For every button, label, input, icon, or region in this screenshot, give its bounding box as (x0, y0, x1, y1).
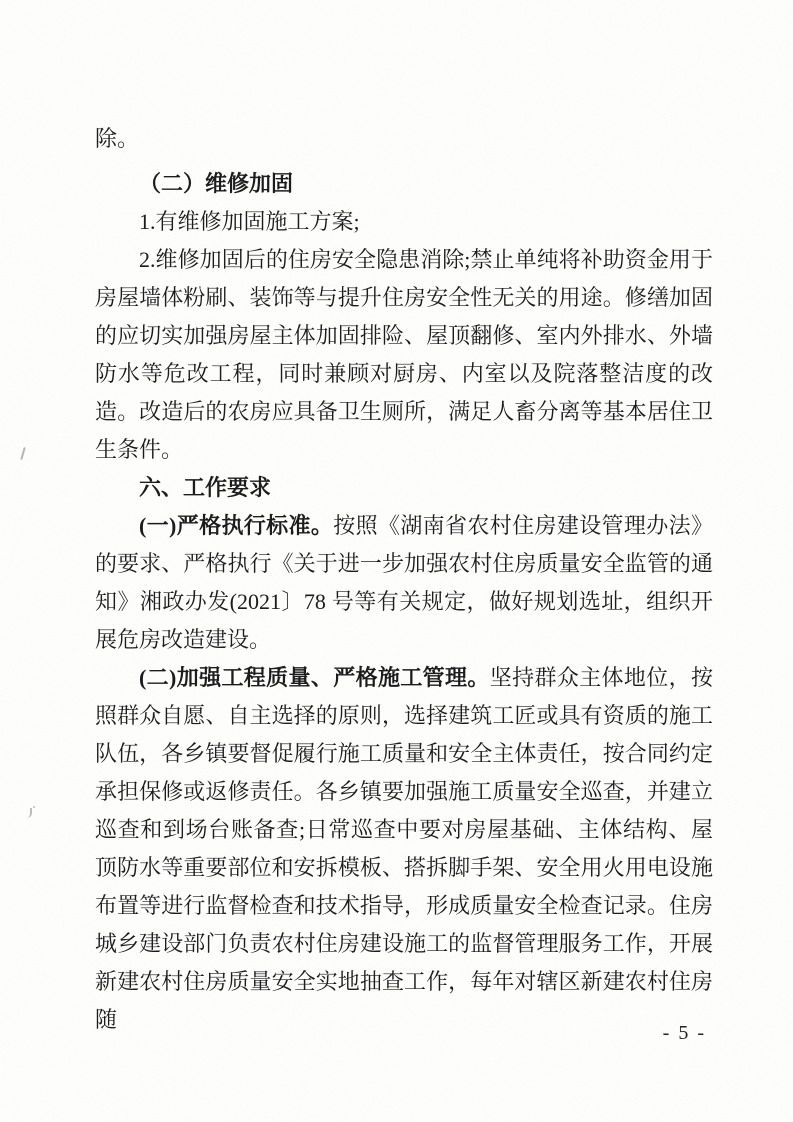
page-number: - 5 - (662, 1022, 706, 1044)
scan-speck (33, 806, 35, 808)
section-heading-work-requirements: 六、工作要求 (139, 475, 272, 500)
scan-speck (20, 447, 26, 460)
list-item-2: 2.维修加固后的住房安全隐患消除;禁止单纯将补助资金用于房屋墙体粉刷、装饰等与提升住房安全性无关的用途。修缮加固的应切实加强房屋主体加固排险、屋顶翻修、室内外排水、外墙防水等危改工程，同时兼顾对厨房、内室以及院落整洁度的改造。改造后的农房应具备卫生厕所，满足人畜分离等基本居住卫生条件。 (95, 247, 713, 462)
requirement-2-lead: (二)加强工程质量、严格施工管理。 (139, 665, 490, 690)
document-body (95, 120, 713, 1039)
requirement-1-body: 按照《湖南省农村住房建设管理办法》的要求、严格执行《关于进一步加强农村住房质量安全监管的通知》湘政办发(2021〕78 号等有关规定，做好规划选址，组织开展危房改造建设。 (95, 513, 713, 652)
paragraph-requirement-1 (95, 507, 713, 659)
requirement-1-lead: (一)严格执行标准。 (139, 513, 334, 538)
paragraph-requirement-2 (95, 659, 713, 1039)
scan-speck (27, 808, 32, 818)
paragraph-continuation: 除。 (95, 126, 140, 151)
section-heading-maintenance: （二）维修加固 (139, 171, 294, 196)
requirement-2-body: 坚持群众主体地位，按照群众自愿、自主选择的原则，选择建筑工匠或具有资质的施工队伍，各乡镇要督促履行施工质量和安全主体责任，按合同约定承担保修或返修责任。各乡镇要加强施工质量安全巡查，并建立巡查和到场台账备查;日常巡查中要对房屋基础、主体结构、屋顶防水等重要部位和安拆模板、搭拆脚手架、安全用火用电设施布置等进行监督检查和技术指导，形成质量安全检查记录。住房城乡建设部门负责农村住房建设施工的监督管理服务工作，开展新建农村住房质量安全实地抽查工作，每年对辖区新建农村住房随 (95, 665, 713, 1032)
list-item-1: 1.有维修加固施工方案; (139, 209, 360, 234)
